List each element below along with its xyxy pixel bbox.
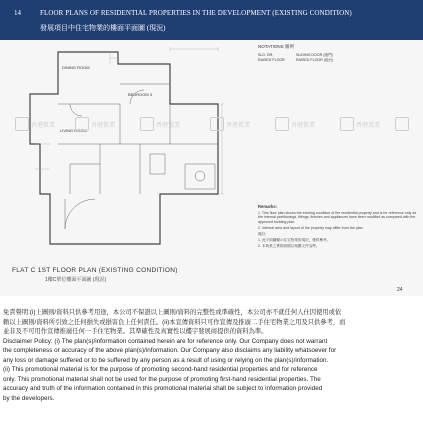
watermark-icon [395, 117, 409, 131]
section-title-zh: 發展項目中住宅物業的樓面平面圖 (現況) [40, 24, 166, 32]
remark-item: 備註: [258, 231, 267, 236]
notation-row [258, 58, 418, 63]
watermark-logo [275, 117, 315, 131]
notation-value: SLIDING DOOR (趟門) [296, 53, 333, 57]
disclaimer-line: 賴以上圖則/資料所引致之任何損失或損害負上任何責任。(ii)本宣傳資料只可作宣傳及推廣二手住宅物業之用及只供參考，而 [3, 318, 346, 326]
remarks-block [258, 205, 418, 250]
watermark-text: 香港置業 [356, 121, 381, 129]
floor-plan-drawing [10, 44, 250, 254]
watermark-text: 香港置業 [226, 121, 251, 129]
watermark-icon [15, 117, 29, 131]
page-number: 24 [397, 287, 403, 293]
disclaimer-line: any loss or damage suffered or to be suffered by any person as a result of using or relying on the plan(s)/information. [3, 356, 329, 364]
notation-key: RAISED FLOOR [258, 58, 285, 62]
notations-title: NOTATIONS 圖例 [258, 44, 294, 49]
watermark-logo [75, 117, 115, 131]
disclaimer-line: only. This promotional material shall not be used for the purpose of promoting first-hand residential properties. The [3, 375, 321, 383]
disclaimer-line: the completeness or accuracy of the above plan(s)/information. Our Company also disclaims any liability whatsoever for [3, 347, 337, 354]
room-label-bedroom: BEDROOM 3 [128, 92, 153, 97]
watermark-text: 香港置業 [291, 121, 316, 129]
notation-value: RAISED FLOOR (地台) [296, 58, 334, 62]
watermark-text: 香港置業 [91, 121, 116, 129]
watermark-logo [15, 117, 55, 131]
watermark-logo [210, 117, 250, 131]
watermark-icon [140, 117, 154, 131]
plan-caption-zh: 1樓C單位樓面平面圖 (現況) [45, 277, 107, 283]
watermark-icon [275, 117, 289, 131]
disclaimer-line: by the developers. [3, 394, 55, 402]
disclaimer-line: 並非及不可用作宣傳推廣任何一手住宅物業。其準確性及真實性以樓宇發展商提供的資料為準。 [3, 328, 268, 335]
watermark-icon [210, 117, 224, 131]
disclaimer-line: 免責聲明:(i)上圖則/資料只供參考用途，本公司不保證以上圖則/資料的完整性或準確性，本公司亦不就任何人仕因使用或依 [3, 309, 342, 316]
disclaimer-line: (ii) This promotional material is for the purpose of promoting second-hand residential properties and for reference [3, 366, 318, 373]
room-label-dining: DINING ROOM [62, 65, 90, 70]
section-number: 14 [14, 9, 21, 17]
watermark-icon [340, 117, 354, 131]
room-label-living: LIVING ROOM [60, 128, 87, 133]
watermark-text: 香港置業 [156, 121, 181, 129]
remark-item: 1. This floor plan shows the existing condition of the residential property and is for reference only as the internal partitionings, fittings, finishes and appliances have been modified as compared with the approved building plan. [258, 210, 417, 224]
watermark-logo [395, 117, 409, 131]
remarks-title: Remarks: [258, 204, 278, 209]
disclaimer [3, 308, 421, 403]
disclaimer-line: accuracy and truth of the information contained in this promotional material shall be subject to information provided [3, 385, 323, 392]
watermark-logo [340, 117, 380, 131]
watermark-icon [75, 117, 89, 131]
remark-item: 1. 此平面圖顯示住宅物業的現況，僅供參考。 [258, 238, 331, 243]
disclaimer-line: Disclaimer Policy: (i) The plan(s)/information contained herein are for reference only. Our Company does not warrant [3, 337, 328, 345]
notations-legend [258, 44, 418, 63]
watermark-text: 香港置業 [31, 121, 56, 129]
remark-item: 2. 本物業之實際面積以相關文件為準。 [258, 244, 320, 249]
watermark-logo [140, 117, 180, 131]
page-header [0, 0, 423, 40]
remark-item: 2. Internal area and layout of the property may differ from the plan. [258, 225, 364, 230]
section-title-en: FLOOR PLANS OF RESIDENTIAL PROPERTIES IN THE DEVELOPMENT (EXISTING CONDITION) [40, 9, 352, 17]
plan-caption-en: FLAT C 1ST FLOOR PLAN (EXISTING CONDITION) [12, 267, 178, 274]
notation-key: SLD. DR. [258, 53, 274, 57]
